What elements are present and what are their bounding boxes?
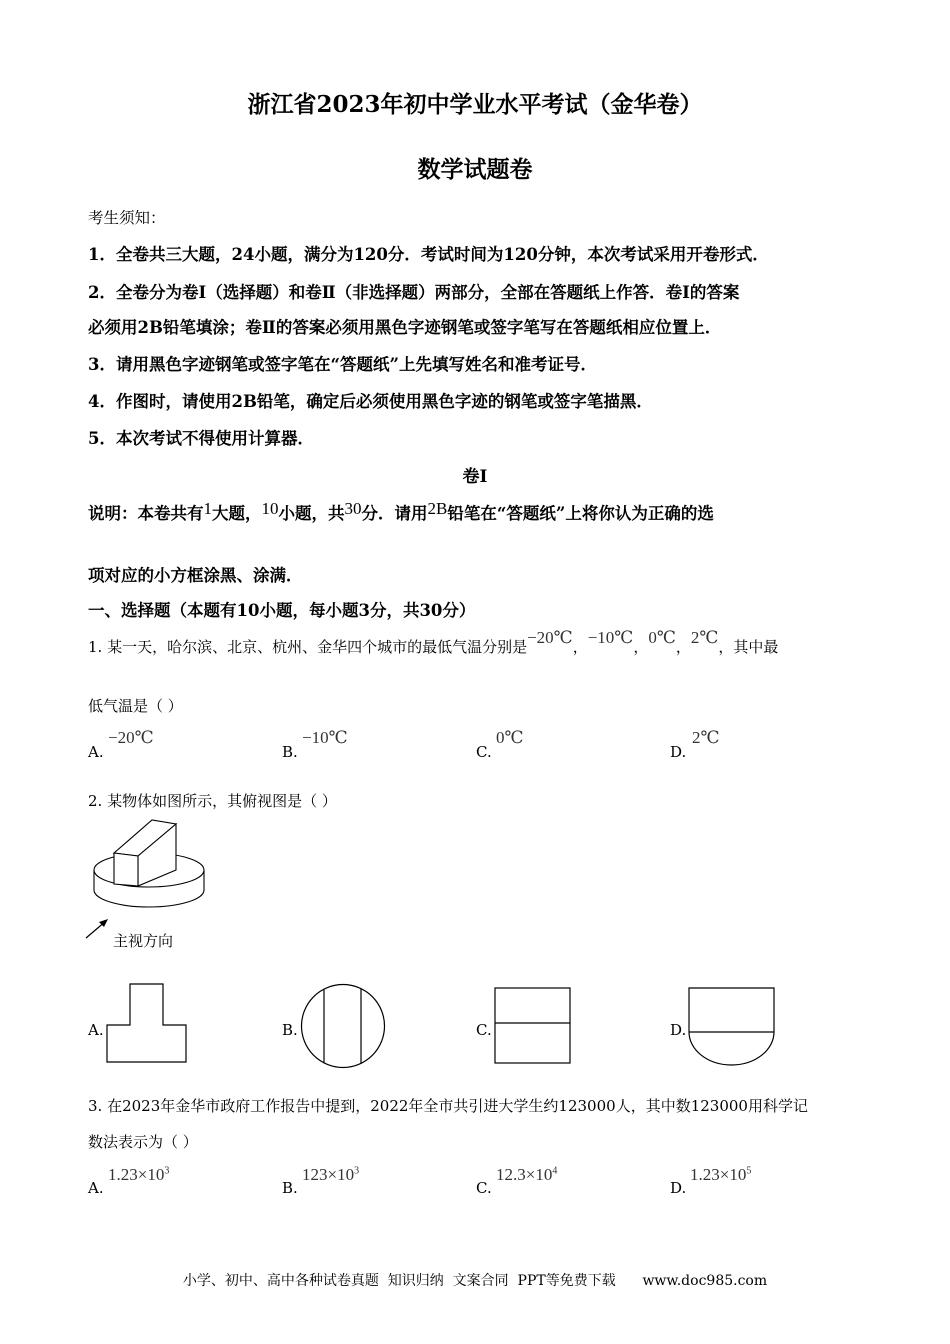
desc-text: 铅笔在“答题纸”上将你认为正确的选 — [447, 504, 714, 523]
desc-text: 说明：本卷共有 — [88, 504, 204, 523]
page-title: 浙江省2023年初中学业水平考试（金华卷） — [247, 91, 703, 118]
notice-item-3: 3．请用黑色字迹钢笔或签字笔在“答题纸”上先填写姓名和准考证号． — [88, 355, 597, 374]
question-1-text: 1. 某一天，哈尔滨、北京、杭州、金华四个城市的最低气温分别是 — [88, 638, 528, 656]
q2-option-c-shape[interactable] — [494, 987, 572, 1065]
temp-value: −20℃ — [527, 628, 573, 647]
q3-option-b-label[interactable]: B. — [282, 1179, 298, 1197]
q1-option-b-value: −10℃ — [302, 728, 348, 747]
temp-value: 2℃ — [690, 628, 719, 647]
q3-option-c-value: $12.3\times 10^4$ — [496, 1165, 558, 1184]
q1-option-d-value: 2℃ — [692, 728, 720, 747]
desc-value: 1 — [203, 499, 212, 518]
q2-option-b-shape[interactable] — [300, 983, 386, 1069]
desc-value: 10 — [261, 499, 279, 518]
question-2-stem: 2. 某物体如图所示，其俯视图是（ ） — [88, 792, 337, 810]
q3-option-a-label[interactable]: A. — [88, 1179, 104, 1197]
section-title: 卷Ⅰ — [462, 467, 488, 487]
q3-option-c-label[interactable]: C. — [476, 1179, 492, 1197]
desc-text: 大题， — [212, 504, 262, 523]
temp-value: 0℃ — [648, 628, 676, 647]
desc-value: 30 — [344, 499, 362, 518]
notice-item-4: 4．作图时，请使用2B铅笔，确定后必须使用黑色字迹的钢笔或签字笔描黑． — [88, 392, 653, 411]
q2-option-c-label[interactable]: C. — [476, 1021, 492, 1039]
part-heading: 一、选择题（本题有10小题，每小题3分，共30分） — [88, 601, 476, 620]
q1-option-d-label[interactable]: D. — [670, 743, 687, 761]
question-1-text-end: ，其中最 — [718, 638, 779, 656]
q3-option-d-value: $1.23\times 10^5$ — [690, 1165, 752, 1184]
q2-option-d-shape[interactable] — [688, 987, 776, 1067]
q2-option-a-label[interactable]: A. — [88, 1021, 104, 1039]
section-description — [88, 500, 714, 524]
question-1-stem-cont: 低气温是（ ） — [88, 697, 183, 715]
notice-item-5: 5．本次考试不得使用计算器． — [88, 429, 314, 448]
solid-figure — [84, 818, 204, 938]
question-3-stem-cont: 数法表示为（ ） — [88, 1133, 198, 1151]
desc-value: 2B — [427, 499, 448, 518]
q1-option-c-label[interactable]: C. — [476, 743, 492, 761]
question-3-stem: 3. 在2023年金华市政府工作报告中提到，2022年全市共引进大学生约123000人，其中数123000用科学记 — [88, 1097, 808, 1115]
notice-item-1: 1．全卷共三大题，24小题，满分为120分．考试时间为120分钟，本次考试采用开卷形式． — [88, 245, 769, 264]
q3-option-a-value: $1.23\times 10^3$ — [108, 1165, 170, 1184]
desc-text: 分．请用 — [361, 504, 428, 523]
question-1-stem: 1. 某一天，哈尔滨、北京、杭州、金华四个城市的最低气温分别是−20℃，−10℃，0℃，2℃，其中最 — [88, 628, 779, 656]
page-subtitle: 数学试题卷 — [417, 156, 533, 183]
q2-option-a-shape[interactable] — [106, 983, 188, 1063]
desc-text: 小题，共 — [278, 504, 345, 523]
q1-option-b-label[interactable]: B. — [282, 743, 298, 761]
notice-heading: 考生须知： — [88, 209, 166, 227]
q1-option-c-value: 0℃ — [496, 728, 524, 747]
figure-caption: 主视方向 — [113, 932, 174, 950]
q2-option-b-label[interactable]: B. — [282, 1021, 298, 1039]
notice-item-2-cont: 必须用2B铅笔填涂；卷Ⅱ的答案必须用黑色字迹钢笔或签字笔写在答题纸相应位置上． — [88, 318, 722, 337]
section-description-cont: 项对应的小方框涂黑、涂满． — [88, 566, 303, 585]
q1-option-a-label[interactable]: A. — [88, 743, 104, 761]
q1-option-a-value: −20℃ — [108, 728, 154, 747]
q3-option-d-label[interactable]: D. — [670, 1179, 687, 1197]
q2-option-d-label[interactable]: D. — [670, 1021, 687, 1039]
page-footer: 小学、初中、高中各种试卷真题 知识归纳 文案合同 PPT等免费下载 www.doc985.com — [182, 1273, 768, 1289]
notice-item-2: 2．全卷分为卷Ⅰ（选择题）和卷Ⅱ（非选择题）两部分，全部在答题纸上作答．卷Ⅰ的答案 — [88, 283, 740, 302]
temp-value: −10℃ — [587, 628, 634, 647]
q3-option-b-value: $123\times 10^3$ — [302, 1165, 360, 1184]
